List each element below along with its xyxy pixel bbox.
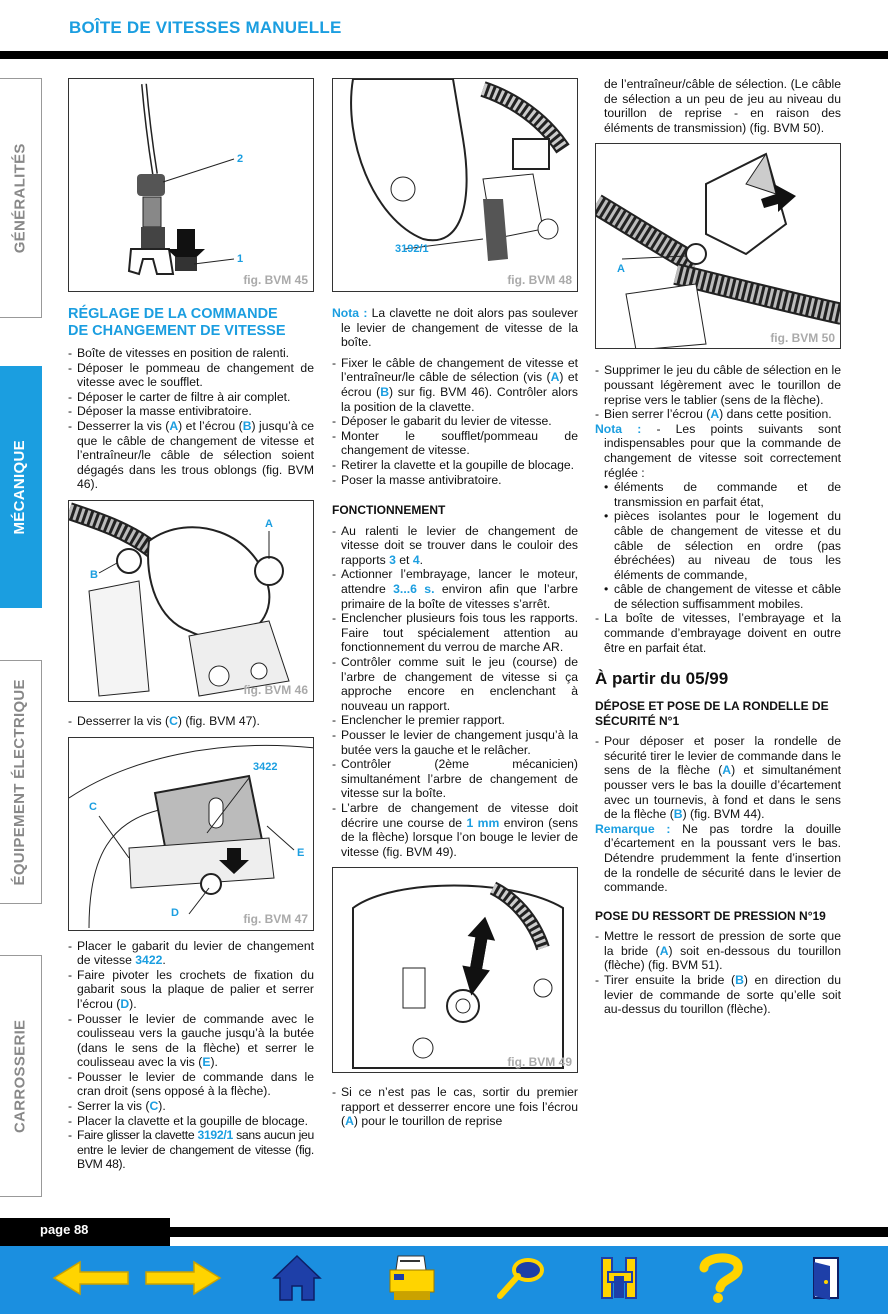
- list-item: - Faire pivoter les crochets de fixation du gabarit sous la plaque de palier et serrer l’écrou (D).: [68, 968, 314, 1012]
- list-item: - Fixer le câble de changement de vitesse et l’entraîneur/le câble de sélection (vis (A) et écrou (B) sur fig. BVM 46). Contrôler alors la position de la clavette.: [332, 356, 578, 414]
- tab-equipement-electrique[interactable]: ÉQUIPEMENT ÉLECTRIQUE: [0, 660, 42, 904]
- list-item: - Déposer le carter de filtre à air complet.: [68, 390, 314, 405]
- section-subtitle: FONCTIONNEMENT: [332, 503, 446, 518]
- list-item: - L’arbre de changement de vitesse doit décrire une course de 1 mm environ (sens de la flèche) lorsque l’on bouge le levier de vitesse (fig. BVM 49).: [332, 801, 578, 859]
- note: Nota : La clavette ne doit alors pas soulever le levier de changement de vitesse de la boîte.: [332, 306, 578, 350]
- tab-mecanique[interactable]: MÉCANIQUE: [0, 366, 42, 608]
- list-item: - Pour déposer et poser la rondelle de sécurité tirer le levier de commande dans le sens de la flèche (A) et simultanément pousser vers le bas la douille d’écartement avec un tournevis, à fond et dans le sens de la flèche (B) (fig. BVM 44).: [595, 734, 841, 822]
- list-item: - Tirer ensuite la bride (B) en direction du levier de commande de sorte qu’elle soit au-dessus du tourillon (flèche).: [595, 973, 841, 1017]
- figure-bvm50: A fig. BVM 50: [595, 143, 841, 349]
- section-subtitle: POSE DU RESSORT DE PRESSION N°19: [595, 908, 826, 923]
- list-item: - Poser la masse antivibratoire.: [332, 473, 578, 488]
- help-icon[interactable]: [690, 1252, 750, 1304]
- bullet-item: • pièces isolantes pour le logement du câble de changement de vitesse et du câble de sélection en ordre (pas ébréchées) au niveau de tous les éléments de commande,: [595, 509, 841, 582]
- figure-caption: fig. BVM 45: [243, 273, 308, 288]
- list-item: - Serrer la vis (C).: [68, 1099, 314, 1114]
- list-item: - Si ce n’est pas le cas, sortir du premier rapport et desserrer encore une fois l’écrou (A) pour le tourillon de reprise: [332, 1085, 578, 1129]
- page-header-title: BOÎTE DE VITESSES MANUELLE: [69, 18, 342, 37]
- arrow-right-icon[interactable]: [142, 1252, 224, 1304]
- exit-icon[interactable]: [808, 1252, 844, 1304]
- list-item: - Déposer le gabarit du levier de vitesse.: [332, 414, 578, 429]
- figure-bvm49: [332, 867, 578, 1073]
- list-item: - Déposer le pommeau de changement de vitesse avec le soufflet.: [68, 361, 314, 390]
- bullet-item: • éléments de commande et de transmission en parfait état,: [595, 480, 841, 509]
- list-item: - Enclencher le premier rapport.: [332, 713, 578, 728]
- list-item: - Pousser le levier de commande avec le coulisseau vers la gauche jusqu’à la butée (dans le sens de la flèche) et serrer le coulisseau avec la vis (E).: [68, 1012, 314, 1070]
- tab-generalites[interactable]: GÉNÉRALITÉS: [0, 78, 42, 318]
- list-item: - Faire glisser la clavette 3192/1 sans aucun jeu entre le levier de changement de vitesse (fig. BVM 48).: [68, 1128, 314, 1172]
- header-rule: [0, 51, 888, 59]
- section-subtitle: DÉPOSE ET POSE DE LA RONDELLE DE SÉCURITÉ N°1: [595, 699, 829, 728]
- list-item: - La boîte de vitesses, l’embrayage et la commande d’embrayage doivent en outre être en parfait état.: [595, 611, 841, 655]
- search-icon[interactable]: [494, 1252, 550, 1304]
- figure-bvm45: 2 1 fig. BVM 45: [68, 78, 314, 292]
- section-heading: À partir du 05/99: [595, 669, 729, 689]
- figure-caption: fig. BVM 49: [507, 1054, 572, 1069]
- list-item: - Desserrer la vis (C) (fig. BVM 47).: [68, 714, 314, 729]
- list-item: - Retirer la clavette et la goupille de blocage.: [332, 458, 578, 473]
- list-item: - Pousser le levier de commande dans le cran droit (sens opposé à la flèche).: [68, 1070, 314, 1099]
- figure-bvm46: A B fig. BVM 46: [68, 500, 314, 702]
- list-item: - Mettre le ressort de pression de sorte que la bride (A) soit en-dessous du tourillon (flèche) (fig. BVM 51).: [595, 929, 841, 973]
- list-item: - Boîte de vitesses en position de ralenti.: [68, 346, 314, 361]
- arrow-left-icon[interactable]: [50, 1252, 132, 1304]
- page-number: page 88: [40, 1222, 89, 1237]
- clavette-illustration: [333, 79, 578, 292]
- list-item: - Déposer la masse entivibratoire.: [68, 404, 314, 419]
- index-icon[interactable]: [596, 1252, 644, 1304]
- list-item: - Pousser le levier de changement jusqu’à la butée vers la gauche et le relâcher.: [332, 728, 578, 757]
- selection-cable-illustration: [596, 144, 841, 349]
- column-2: [332, 78, 578, 1129]
- section-title: RÉGLAGE DE LA COMMANDE DE CHANGEMENT DE VITESSE: [68, 306, 286, 339]
- list-item: - Contrôler comme suit le jeu (course) de l’arbre de changement de vitesse si ça approche encore en enclenchant à nouveau un rapport.: [332, 655, 578, 713]
- continued-text: de l’entraîneur/câble de sélection. (Le câble de sélection a un peu de jeu au niveau du tourillon de reprise - en raison des éléments de transmission) (fig. BVM 50).: [604, 77, 841, 135]
- list-item: - Supprimer le jeu du câble de sélection en le poussant légèrement avec le tourillon de reprise vers le tablier (sens de la flèche).: [595, 363, 841, 407]
- tab-carrosserie[interactable]: CARROSSERIE: [0, 955, 42, 1197]
- list-item: - Contrôler (2ème mécanicien) simultanément l’arbre de changement de vitesse sur la boîte.: [332, 757, 578, 801]
- print-icon[interactable]: [384, 1252, 440, 1304]
- list-item: - Au ralenti le levier de changement de vitesse doit se trouver dans le couloir des rapports 3 et 4.: [332, 524, 578, 568]
- list-item: - Desserrer la vis (A) et l’écrou (B) jusqu’à ce que le câble de changement de vitesse et l’entraîneur/le câble de sélection soient dégagés dans les trous oblongs (fig. BVM 46).: [68, 419, 314, 492]
- home-icon[interactable]: [270, 1252, 324, 1304]
- gear-cable-illustration: [69, 79, 314, 292]
- list-item: - Actionner l’embrayage, lancer le moteur, attendre 3...6 s. environ afin que l’arbre primaire de la boîte de vitesses s’arrêt.: [332, 567, 578, 611]
- list-item: - Bien serrer l’écrou (A) dans cette position.: [595, 407, 841, 422]
- list-item: - Placer le gabarit du levier de changement de vitesse 3422.: [68, 939, 314, 968]
- figure-caption: fig. BVM 47: [243, 911, 308, 926]
- column-3: [595, 77, 841, 1017]
- list-item: - Enclencher plusieurs fois tous les rapports. Faire tout spécialement attention au fonctionnement du verrou de marche AR.: [332, 611, 578, 655]
- column-1: [68, 78, 314, 1172]
- list-item: - Monter le soufflet/pommeau de changement de vitesse.: [332, 429, 578, 458]
- figure-bvm47: 3422 C E D fig. BVM 47: [68, 737, 314, 931]
- figure-caption: fig. BVM 50: [770, 330, 835, 345]
- note: Nota : - Les points suivants sont indispensables pour que la commande de changement de vitesse soit correctement réglée :: [595, 421, 842, 480]
- navigation-bar: [0, 1246, 888, 1314]
- shift-shaft-illustration: [333, 868, 578, 1073]
- figure-bvm48: 3192/1 fig. BVM 48: [332, 78, 578, 292]
- figure-caption: fig. BVM 48: [507, 273, 572, 288]
- figure-caption: fig. BVM 46: [243, 683, 308, 698]
- remark: Remarque : Ne pas tordre la douille d’écartement en la poussant vers le bas. Détendre prudemment la fente d’insertion de la rondelle de sécurité dans le levier de commande.: [595, 821, 841, 895]
- gearbox-top-illustration: [69, 501, 314, 702]
- bullet-item: • câble de changement de vitesse et câble de sélection suffisamment mobiles.: [595, 582, 841, 611]
- list-item: - Placer la clavette et la goupille de blocage.: [68, 1114, 314, 1129]
